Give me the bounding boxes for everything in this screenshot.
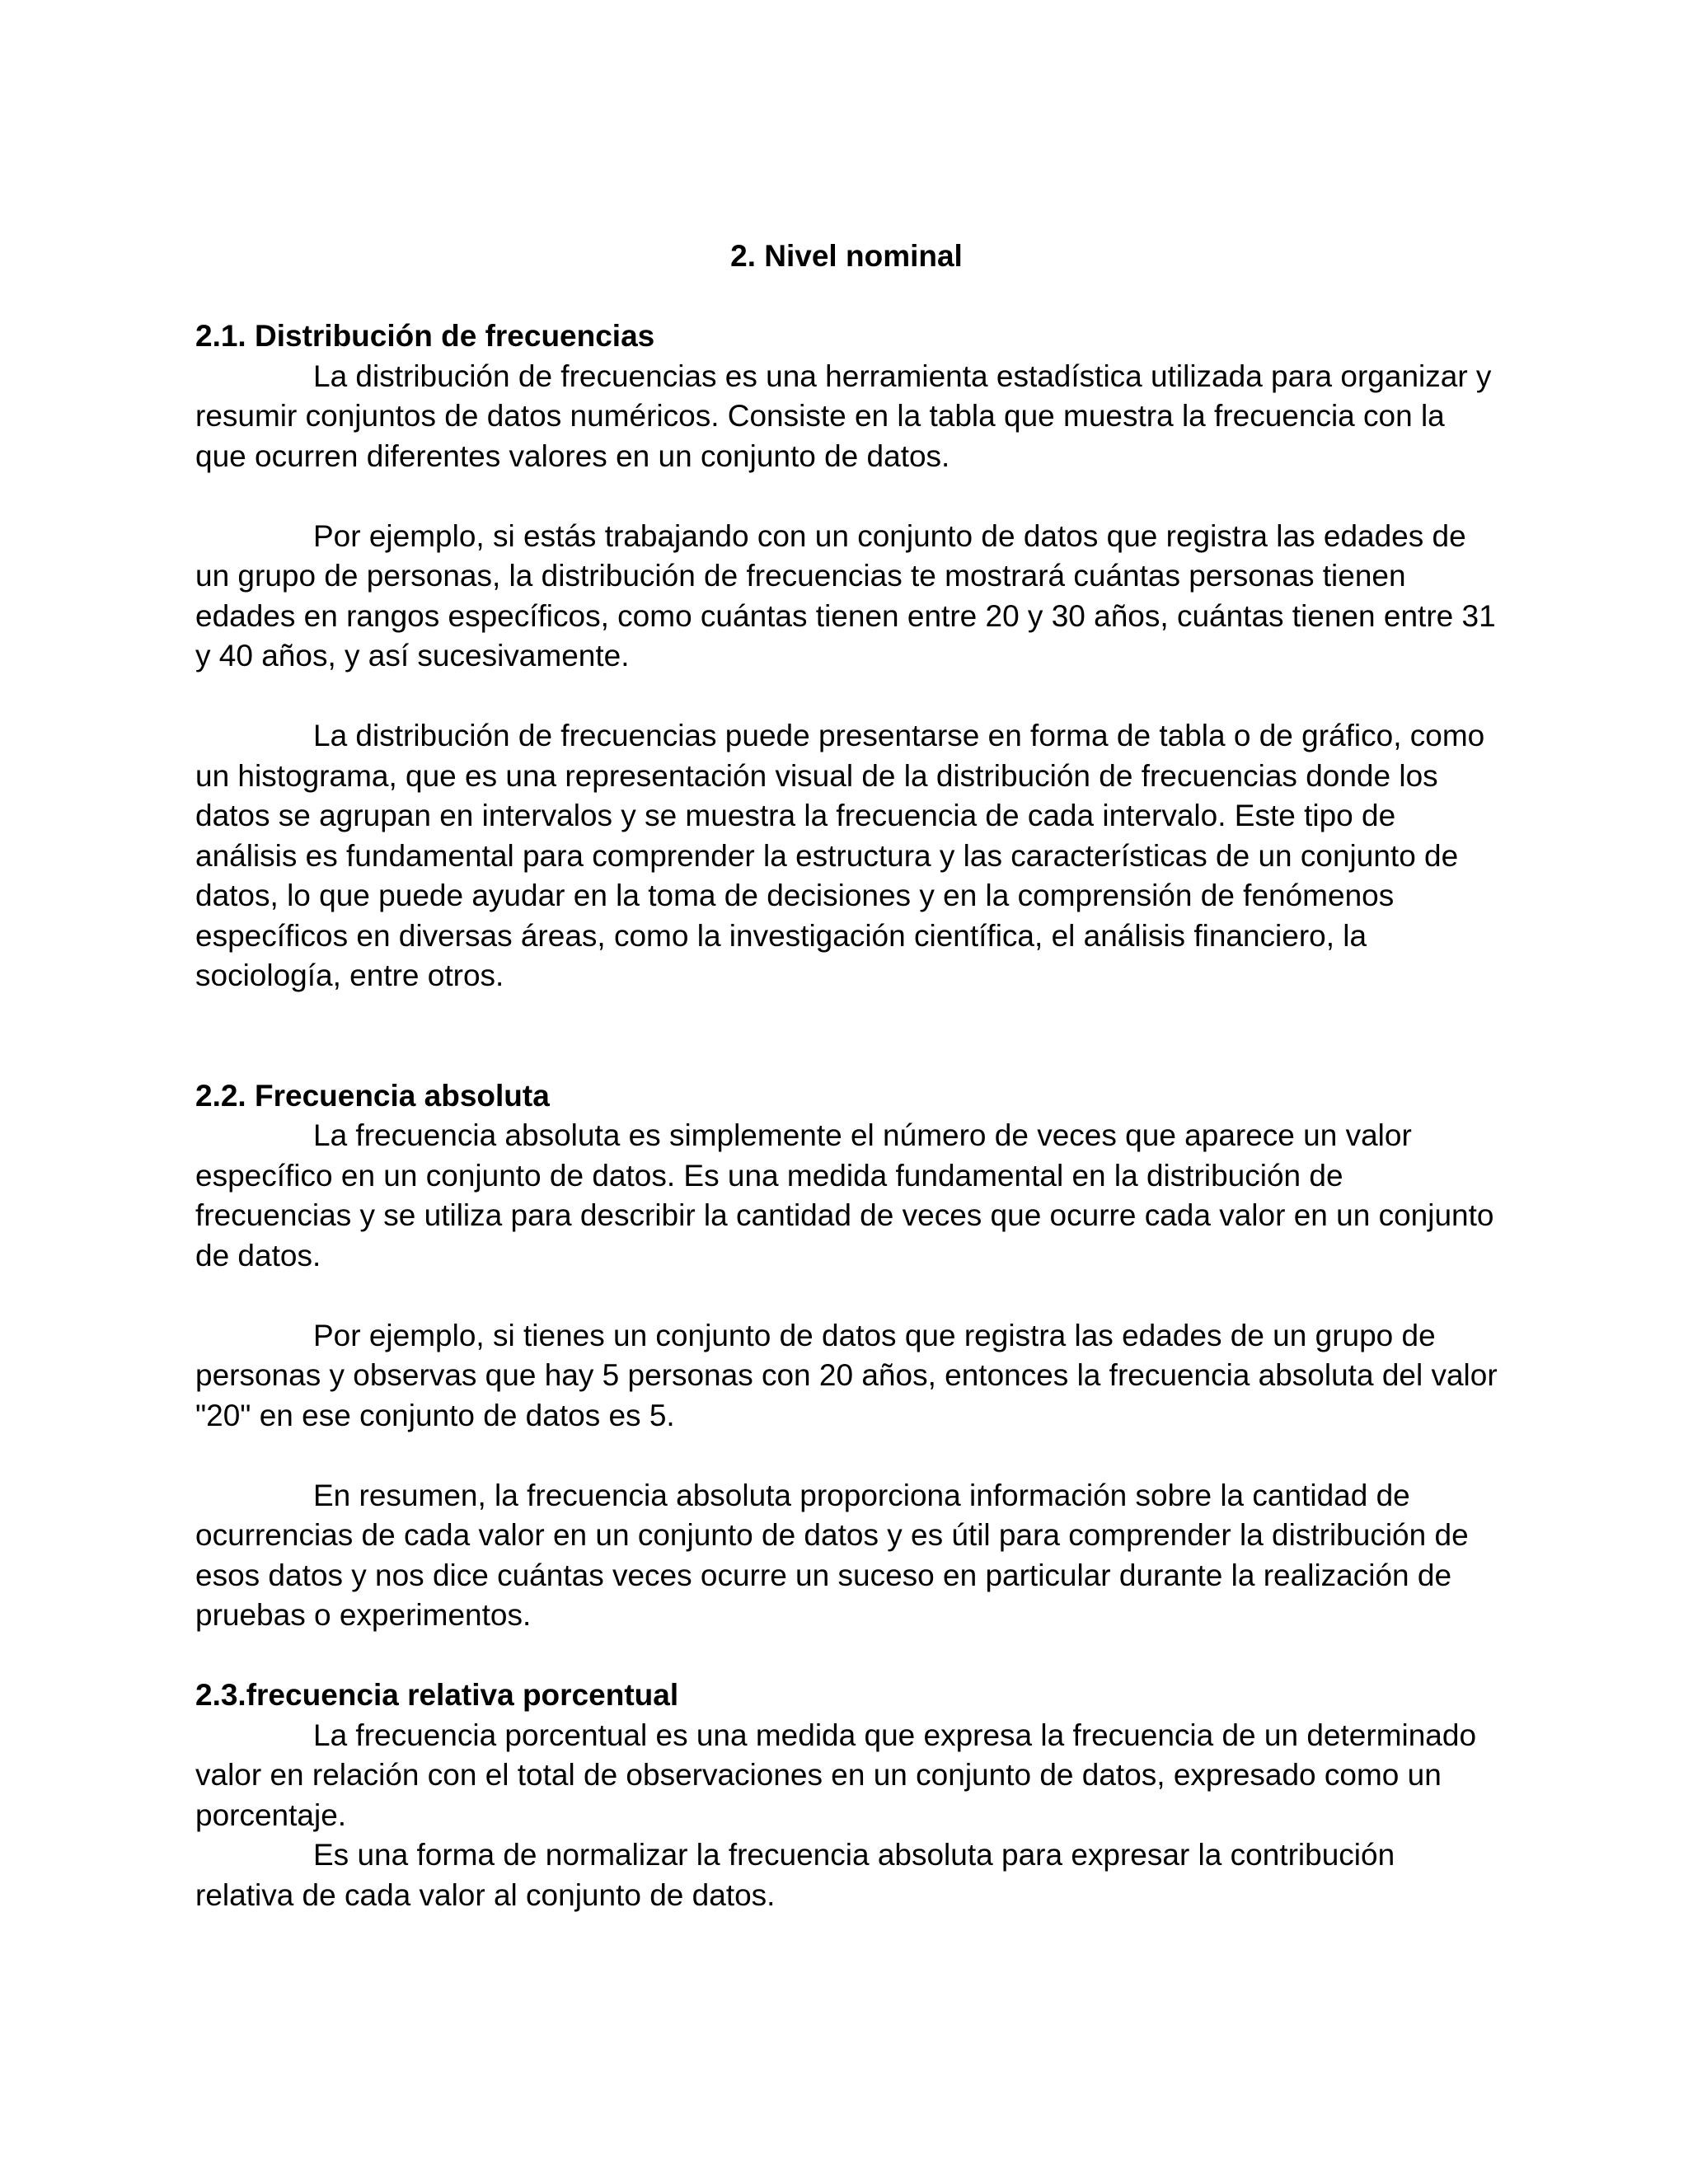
- spacer: [195, 1636, 1498, 1676]
- paragraph: En resumen, la frecuencia absoluta proporciona información sobre la cantidad de ocurrencias de cada valor en un conjunto de datos y es útil para comprender la distribución de esos datos y nos dice cuántas veces ocurre un suceso en particular durante la realización de pruebas o experimentos.: [195, 1478, 1469, 1632]
- spacer: [195, 277, 1498, 317]
- paragraph: La distribución de frecuencias es una herramienta estadística utilizada para organizar y resumir conjuntos de datos numéricos. Consiste en la tabla que muestra la frecuencia con la que ocurren diferentes valores en un conjunto de datos.: [195, 359, 1492, 473]
- paragraph: La distribución de frecuencias puede presentarse en forma de tabla o de gráfico, como un histograma, que es una representación visual de la distribución de frecuencias donde los datos se agrupan en intervalos y se muestra la frecuencia de cada intervalo. Este tipo de análisis es fundamental para comprender la estructura y las características de un conjunto de datos, lo que puede ayudar en la toma de decisiones y en la comprensión de fenómenos específicos en diversas áreas, como la investigación científica, el análisis financiero, la sociología, entre otros.: [195, 719, 1485, 992]
- paragraph: Por ejemplo, si estás trabajando con un conjunto de datos que registra las edades de un grupo de personas, la distribución de frecuencias te mostrará cuántas personas tienen edades en rangos específicos, como cuántas tienen entre 20 y 30 años, cuántas tienen entre 31 y 40 años, y así sucesivamente.: [195, 518, 1496, 673]
- paragraph: La frecuencia absoluta es simplemente el número de veces que aparece un valor específico en un conjunto de datos. Es una medida fundamental en la distribución de frecuencias y se utiliza para describir la cantidad de veces que ocurre cada valor en un conjunto de datos.: [195, 1118, 1494, 1272]
- spacer: [195, 996, 1498, 1076]
- section-distribucion-frecuencias: [195, 316, 1498, 996]
- section-heading: 2.1. Distribución de frecuencias: [195, 319, 655, 353]
- spacer: [195, 1276, 1498, 1316]
- paragraph: La frecuencia porcentual es una medida que expresa la frecuencia de un determinado valor en relación con el total de observaciones en un conjunto de datos, expresado como un porcentaje.: [195, 1718, 1477, 1832]
- paragraph: Por ejemplo, si tienes un conjunto de datos que registra las edades de un grupo de personas y observas que hay 5 personas con 20 años, entonces la frecuencia absoluta del valor "20" en ese conjunto de datos es 5.: [195, 1318, 1498, 1432]
- section-heading: 2.3.frecuencia relativa porcentual: [195, 1678, 679, 1712]
- document-body: [195, 237, 1498, 1915]
- spacer: [195, 476, 1498, 517]
- spacer: [195, 677, 1498, 717]
- section-frecuencia-relativa-porcentual: [195, 1675, 1498, 1915]
- section-heading: 2.2. Frecuencia absoluta: [195, 1078, 550, 1113]
- paragraph: Es una forma de normalizar la frecuencia absoluta para expresar la contribución relativa de cada valor al conjunto de datos.: [195, 1838, 1395, 1912]
- document-title: 2. Nivel nominal: [730, 239, 963, 273]
- spacer: [195, 1436, 1498, 1476]
- section-frecuencia-absoluta: [195, 1076, 1498, 1636]
